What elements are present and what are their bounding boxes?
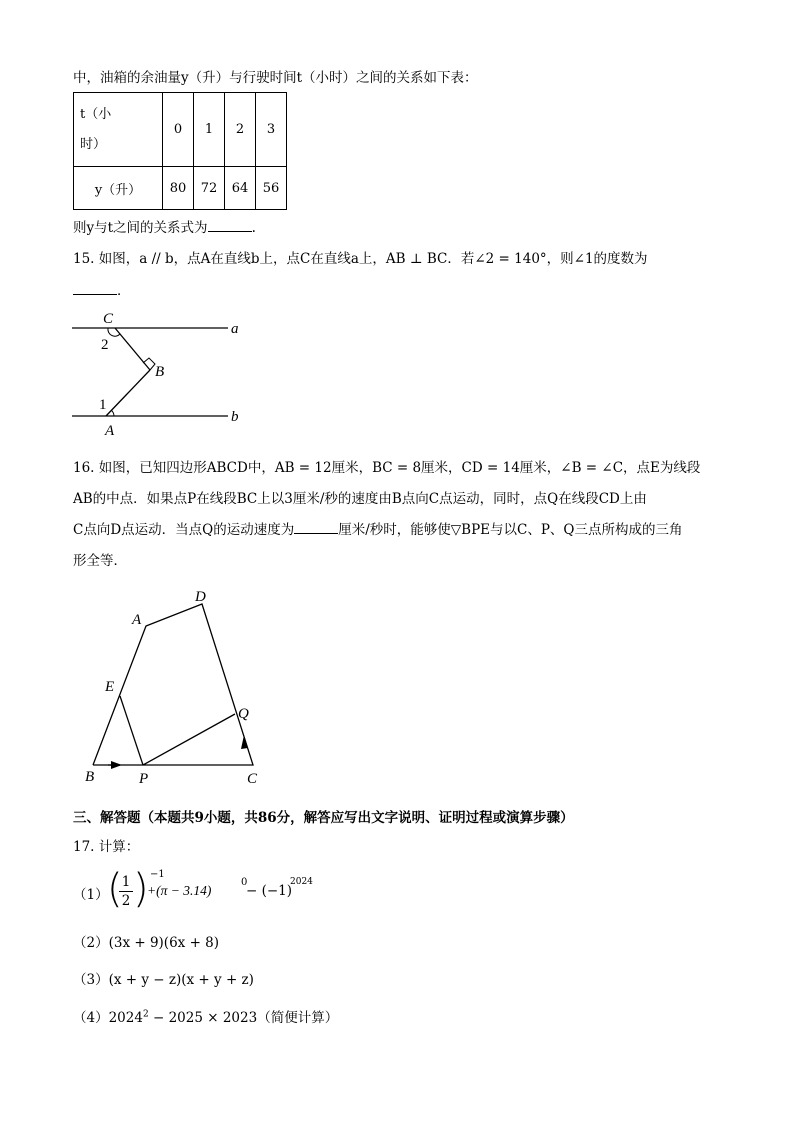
angle-1-arc xyxy=(111,410,114,416)
table-cell: 56 xyxy=(256,167,287,210)
fraction-bar xyxy=(119,891,133,892)
label-a: A xyxy=(132,612,142,628)
q16-line1: 16. 如图，已知四边形ABCD中，AB = 12厘米，BC = 8厘米，CD = 14厘米，∠B = ∠C，点E为线段 xyxy=(73,460,701,476)
q17-part3: （3）(x + y − z)(x + y + z) xyxy=(73,972,254,988)
expr-neg1: − (−1) xyxy=(246,883,293,899)
exponent-2024: 2024 xyxy=(290,877,313,887)
fraction-numerator: 1 xyxy=(121,874,131,890)
q14-answer-line xyxy=(73,216,256,236)
arrow-c-head xyxy=(241,735,248,749)
label-e: E xyxy=(105,679,115,695)
answer-blank xyxy=(73,282,117,295)
q15-figure xyxy=(60,308,260,443)
q16-line3 xyxy=(73,518,683,538)
q16-figure xyxy=(80,582,280,792)
answer-blank xyxy=(294,521,338,534)
fuel-table xyxy=(73,92,287,210)
section-heading: 三、解答题（本题共9小题，共86分，解答应写出文字说明、证明过程或演算步骤） xyxy=(73,810,574,826)
q16-line3b: 厘米/秒时，能够使▽BPE与以C、P、Q三点所构成的三角 xyxy=(338,522,683,538)
table-cell: 0 xyxy=(163,93,194,167)
table-cell: 80 xyxy=(163,167,194,210)
q14-text: 则y与t之间的关系式为 xyxy=(73,220,208,236)
exponent-0: 0 xyxy=(241,877,248,888)
q15-text: 15. 如图，a // b，点A在直线b上，点C在直线a上，AB ⊥ BC．若∠2 = 140°，则∠1的度数为 xyxy=(73,251,648,267)
label-d: D xyxy=(195,589,206,605)
q17-part4-exp: 2 xyxy=(142,1009,149,1020)
label-b-line: b xyxy=(231,409,239,425)
label-q: Q xyxy=(238,706,249,722)
q17-part1-label: （1） xyxy=(73,887,109,903)
segment-ba xyxy=(106,370,150,416)
q16-line2: AB的中点．如果点P在线段BC上以3厘米/秒的速度由B点向C点运动，同时，点Q在线段CD上由 xyxy=(73,491,647,507)
expr-pi: +(π − 3.14) xyxy=(147,883,212,898)
table-cell: 72 xyxy=(194,167,225,210)
table-cell: 3 xyxy=(256,93,287,167)
label-b: B xyxy=(85,769,95,785)
label-2: 2 xyxy=(101,337,109,353)
q16-line4: 形全等． xyxy=(73,553,127,569)
q17-title: 17. 计算： xyxy=(73,839,140,855)
table-cell: 1 xyxy=(194,93,225,167)
q15-end: ． xyxy=(117,283,131,299)
q16-line3a: C点向D点运动．当点Q的运动速度为 xyxy=(73,522,295,538)
quadrilateral-abcd xyxy=(93,604,253,765)
table-header-t-line2: 时） xyxy=(80,136,107,152)
intro-line: 中，油箱的余油量y（升）与行驶时间t（小时）之间的关系如下表： xyxy=(73,70,478,86)
segment-ep xyxy=(120,696,143,765)
label-a: a xyxy=(231,321,239,337)
q15-answer-line xyxy=(73,279,131,299)
table-header-y: y（升） xyxy=(74,167,163,210)
label-c: C xyxy=(103,311,114,327)
q17-part4-a: （4）2024 xyxy=(73,1010,143,1026)
table-header-t xyxy=(74,93,163,167)
segment-pq xyxy=(143,714,235,765)
table-cell: 64 xyxy=(225,167,256,210)
fraction-denominator: 2 xyxy=(121,893,131,909)
label-1: 1 xyxy=(99,397,107,413)
label-b-point: B xyxy=(155,364,165,380)
label-c: C xyxy=(247,771,258,787)
left-paren: ( xyxy=(107,866,123,912)
answer-blank xyxy=(208,219,252,232)
q14-end: . xyxy=(251,220,256,236)
q17-part4 xyxy=(73,1006,338,1026)
table-cell: 2 xyxy=(225,93,256,167)
q17-part2: （2）(3x + 9)(6x + 8) xyxy=(73,935,220,951)
exponent-neg1: −1 xyxy=(150,869,165,880)
arrow-b-head xyxy=(111,761,122,769)
table-header-t-line1: t（小 xyxy=(80,106,112,122)
label-a-point: A xyxy=(105,423,115,439)
label-p: P xyxy=(139,771,149,787)
right-paren: ) xyxy=(133,866,149,912)
q17-part4-b: − 2025 × 2023（简便计算） xyxy=(148,1010,339,1026)
